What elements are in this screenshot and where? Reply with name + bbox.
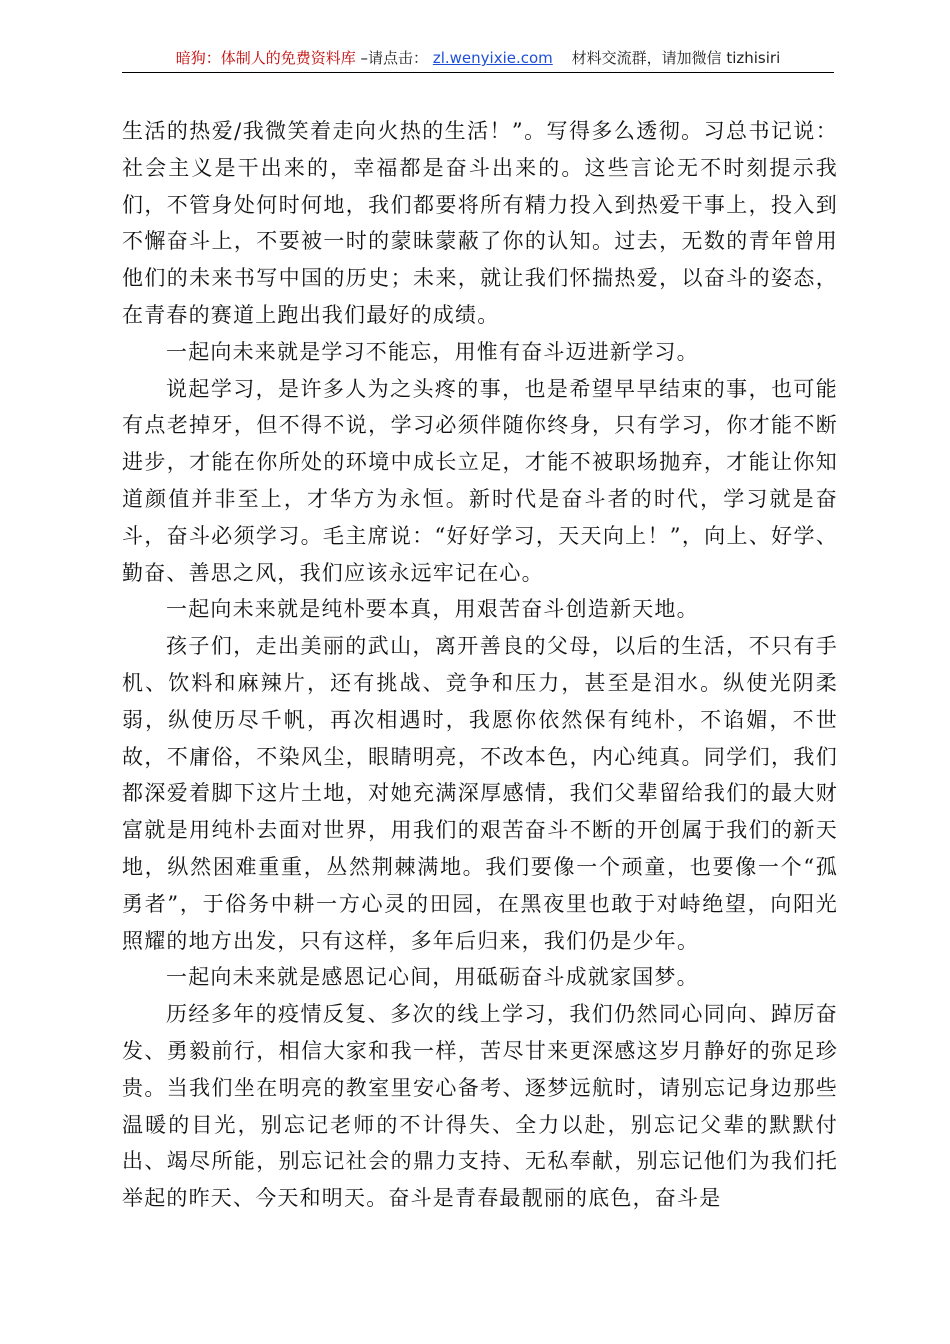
section-heading: 一起向未来就是学习不能忘，用惟有奋斗迈进新学习。 xyxy=(166,339,699,364)
header-brand: 暗狗：体制人的免费资料库 xyxy=(175,49,356,67)
header-contact: 材料交流群，请加微信 tizhisiri xyxy=(571,49,781,67)
paragraph: 生活的热爱/我微笑着走向火热的生活！”。写得多么透彻。习总书记说：社会主义是干出来的，幸福都是奋斗出来的。这些言论无不时刻提示我们，不管身处何时何地，我们都要将所有精力投入到热爱干事上，投入到不懈奋斗上，不要被一时的蒙昧蒙蔽了你的认知。过去，无数的青年曾用他们的未来书写中国的历史；未来，就让我们怀揣热爱，以奋斗的姿态，在青春的赛道上跑出我们最好的成绩。 xyxy=(122,119,838,327)
section-heading: 一起向未来就是感恩记心间，用砥砺奋斗成就家国梦。 xyxy=(166,965,699,990)
paragraph: 历经多年的疫情反复、多次的线上学习，我们仍然同心同向、踔厉奋发、勇毅前行，相信大家和我一样，苦尽甘来更深感这岁月静好的弥足珍贵。当我们坐在明亮的教室里安心备考、逐梦远航时，请别忘记身边那些温暖的目光，别忘记老师的不计得失、全力以赴，别忘记父辈的默默付出、竭尽所能，别忘记社会的鼎力支持、无私奉献，别忘记他们为我们托举起的昨天、今天和明天。奋斗是青春最靓丽的底色，奋斗是 xyxy=(122,1002,838,1211)
header-prompt: –请点击： xyxy=(360,49,429,67)
paragraph: 说起学习，是许多人为之头疼的事，也是希望早早结束的事，也可能有点老掉牙，但不得不说，学习必须伴随你终身，只有学习，你才能不断进步，才能在你所处的环境中成长立足，才能不被职场抛弃，才能让你知道颜值并非至上，才华方为永恒。新时代是奋斗者的时代，学习就是奋斗，奋斗必须学习。毛主席说：“好好学习，天天向上！”，向上、好学、勤奋、善思之风，我们应该永远牢记在心。 xyxy=(122,376,838,585)
header-link[interactable]: zl.wenyixie.com xyxy=(432,49,553,67)
section-heading: 一起向未来就是纯朴要本真，用艰苦奋斗创造新天地。 xyxy=(166,597,699,622)
document-body xyxy=(122,113,838,1217)
paragraph: 孩子们，走出美丽的武山，离开善良的父母，以后的生活，不只有手机、饮料和麻辣片，还有挑战、竞争和压力，甚至是泪水。纵使光阴柔弱，纵使历尽千帆，再次相遇时，我愿你依然保有纯朴，不谄媚，不世故，不庸俗，不染风尘，眼睛明亮，不改本色，内心纯真。同学们，我们都深爱着脚下这片土地，对她充满深厚感情，我们父辈留给我们的最大财富就是用纯朴去面对世界，用我们的艰苦奋斗不断的开创属于我们的新天地，纵然困难重重，丛然荆棘满地。我们要像一个顽童，也要像一个“孤勇者”，于俗务中耕一方心灵的田园，在黑夜里也敢于对峙绝望，向阳光照耀的地方出发，只有这样，多年后归来，我们仍是少年。 xyxy=(122,634,838,953)
page-header xyxy=(122,46,834,73)
